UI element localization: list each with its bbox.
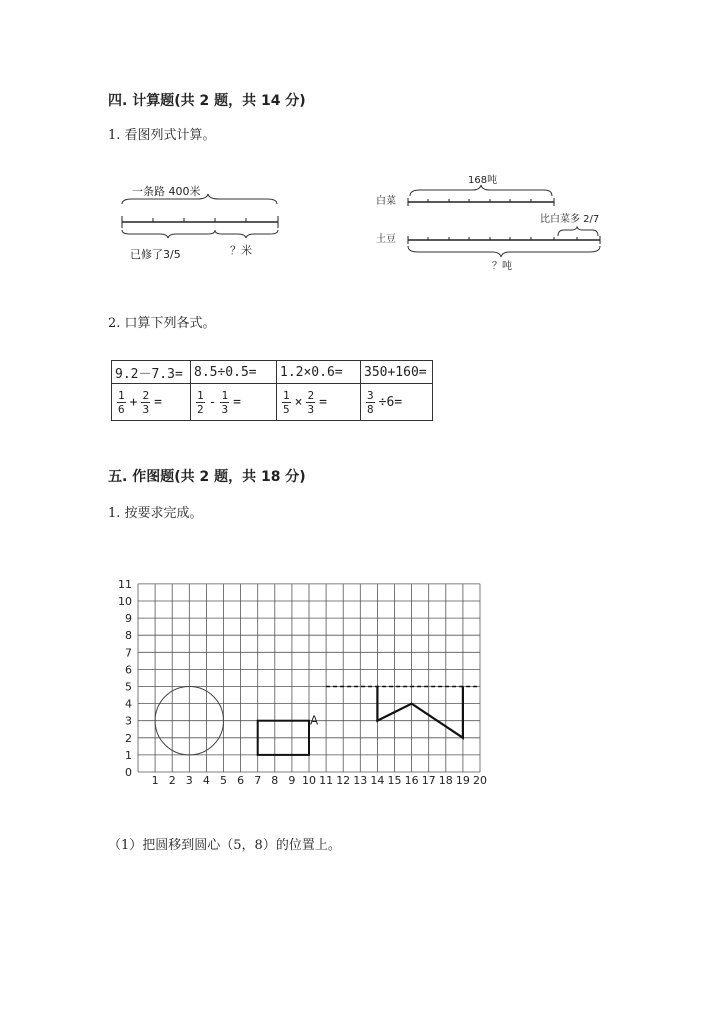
x-tick-label: 7 bbox=[254, 774, 262, 787]
calc-cell: 8.5÷0.5= bbox=[191, 361, 277, 384]
x-tick-label: 16 bbox=[404, 774, 419, 787]
extra-label: 比白菜多 2/7 bbox=[540, 214, 600, 225]
potato-label: 土豆 bbox=[376, 234, 396, 245]
calc-cell: $\frac{1}{6}$ + $\frac{2}{3}$ = bbox=[112, 384, 191, 421]
x-tick-label: 19 bbox=[455, 774, 470, 787]
fraction: $\frac{2}{3}$ bbox=[142, 388, 150, 416]
calc-cell: $\frac{1}{5}$ × $\frac{2}{3}$ = bbox=[277, 384, 361, 421]
coordinate-grid bbox=[112, 558, 494, 790]
y-tick-label: 3 bbox=[125, 714, 132, 728]
calc-cell: $\frac{1}{2}$ - $\frac{1}{3}$ = bbox=[191, 384, 277, 421]
calc-cell: $\frac{3}{8}$ ÷6= bbox=[361, 384, 433, 421]
fraction: $\frac{1}{3}$ bbox=[221, 388, 229, 416]
potato-weight-label: ？吨 bbox=[492, 261, 512, 272]
fraction: $\frac{1}{5}$ bbox=[283, 388, 290, 416]
x-tick-label: 17 bbox=[421, 774, 436, 787]
y-tick-label: 11 bbox=[118, 577, 132, 591]
x-tick-label: 14 bbox=[370, 774, 385, 787]
x-tick-label: 9 bbox=[288, 774, 296, 787]
section4-q1: 1. 看图列式计算。 bbox=[108, 128, 216, 143]
section5-q1: 1. 按要求完成。 bbox=[108, 506, 203, 521]
road-total-label: 一条路 400米 bbox=[132, 185, 201, 198]
x-tick-label: 8 bbox=[271, 774, 279, 787]
cabbage-brace bbox=[410, 185, 552, 196]
calc-cell: 350+160= bbox=[361, 361, 433, 384]
potato-brace bbox=[408, 246, 600, 257]
cabbage-label: 白菜 bbox=[376, 196, 396, 207]
fraction: $\frac{1}{6}$ bbox=[118, 388, 125, 416]
section4-q2: 2. 口算下列各式。 bbox=[108, 316, 216, 331]
fraction: $\frac{1}{2}$ bbox=[197, 388, 204, 416]
road-left-label: ？米 bbox=[230, 244, 252, 257]
y-tick-label: 9 bbox=[125, 612, 132, 626]
road-done-brace bbox=[122, 230, 215, 238]
x-tick-label: 6 bbox=[237, 774, 245, 787]
x-tick-label: 10 bbox=[302, 774, 316, 787]
x-tick-label: 1 bbox=[151, 774, 159, 787]
x-tick-label: 15 bbox=[387, 774, 402, 787]
x-tick-label: 13 bbox=[353, 774, 368, 787]
cabbage-weight-label: 168吨 bbox=[468, 175, 498, 186]
y-tick-label: 4 bbox=[125, 697, 132, 711]
x-tick-label: 4 bbox=[202, 774, 210, 787]
y-tick-label: 1 bbox=[125, 748, 132, 762]
road-left-brace bbox=[215, 230, 278, 238]
x-tick-label: 12 bbox=[336, 774, 351, 787]
fraction: $\frac{2}{3}$ bbox=[307, 388, 315, 416]
y-tick-label: 10 bbox=[118, 595, 132, 608]
y-tick-label: 0 bbox=[125, 766, 132, 779]
y-tick-label: 7 bbox=[125, 646, 132, 660]
x-tick-label: 2 bbox=[168, 774, 176, 787]
polyline-shape bbox=[377, 687, 463, 738]
x-tick-label: 20 bbox=[473, 774, 487, 787]
road-diagram bbox=[112, 178, 288, 266]
calc-cell: 9.2－7.3= bbox=[112, 361, 191, 384]
section5-title: 五. 作图题(共 2 题，共 18 分) bbox=[108, 469, 306, 485]
mental-calc-table bbox=[111, 360, 433, 421]
x-tick-label: 18 bbox=[438, 774, 453, 787]
y-tick-label: 8 bbox=[125, 629, 132, 643]
table-row bbox=[112, 361, 433, 384]
section5-sub1: （1）把圆移到圆心（5，8）的位置上。 bbox=[108, 838, 341, 853]
table-row bbox=[112, 384, 433, 421]
fraction: $\frac{3}{8}$ bbox=[367, 388, 374, 416]
vegetable-diagram bbox=[372, 170, 622, 276]
y-tick-label: 2 bbox=[125, 731, 132, 745]
x-tick-label: 11 bbox=[319, 774, 334, 787]
section4-title: 四. 计算题(共 2 题，共 14 分) bbox=[108, 93, 306, 109]
x-tick-label: 3 bbox=[185, 774, 193, 787]
y-tick-label: 5 bbox=[125, 680, 132, 694]
extra-brace bbox=[558, 227, 598, 236]
road-done-label: 已修了3/5 bbox=[130, 248, 181, 261]
calc-cell: 1.2×0.6= bbox=[277, 361, 361, 384]
x-tick-label: 5 bbox=[220, 774, 227, 787]
point-a-label: A bbox=[310, 713, 319, 728]
y-tick-label: 6 bbox=[125, 663, 132, 677]
